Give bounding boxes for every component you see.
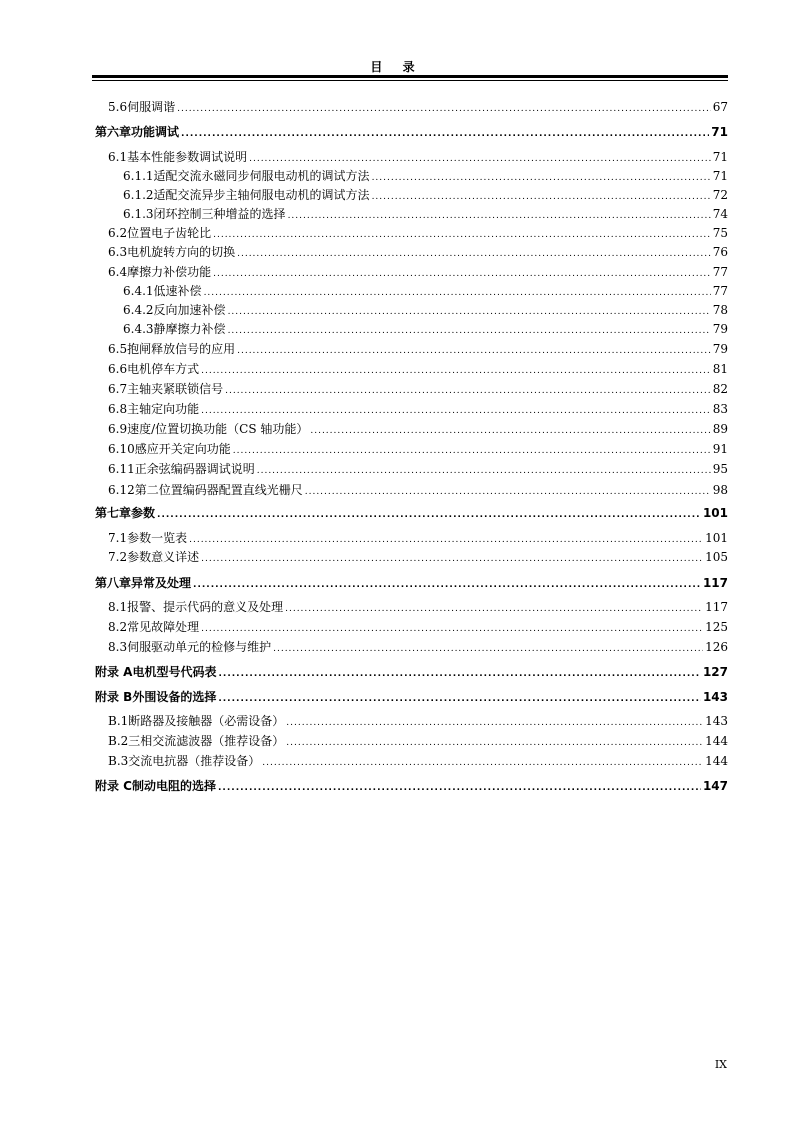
toc-entry-number: B.3 — [108, 754, 129, 768]
toc-entry-page: 81 — [712, 362, 728, 376]
toc-entry-number: 6.4 — [108, 265, 128, 279]
toc-dot-leader — [249, 148, 711, 168]
toc-dot-leader — [372, 167, 711, 187]
toc-entry-number: 6.6 — [108, 362, 128, 376]
toc-dot-leader — [305, 481, 711, 501]
toc-entry-title: 摩擦力补偿功能 — [127, 265, 212, 279]
toc-chapter-entry[interactable] — [95, 688, 728, 706]
toc-entry-number: 6.11 — [108, 462, 135, 476]
toc-entry-number: 6.1.1 — [123, 169, 154, 183]
toc-entry-title: 适配交流异步主轴伺服电动机的调试方法 — [153, 188, 370, 202]
toc-entry-number: 第七章 — [95, 506, 132, 520]
toc-entry-page: 82 — [712, 382, 728, 396]
toc-dot-leader — [225, 380, 711, 400]
toc-entry-title: 低速补偿 — [153, 284, 202, 298]
toc-dot-leader — [262, 752, 703, 772]
toc-entry[interactable] — [108, 263, 728, 281]
toc-dot-leader — [286, 712, 703, 732]
toc-entry-page: 71 — [711, 125, 728, 139]
toc-entry[interactable] — [108, 548, 728, 566]
toc-entry-number: 6.2 — [108, 226, 128, 240]
toc-entry-title: 速度/位置切换功能（CS 轴功能） — [127, 422, 309, 436]
toc-dot-leader — [237, 243, 711, 263]
toc-entry[interactable] — [108, 618, 728, 636]
toc-dot-leader — [257, 460, 711, 480]
toc-dot-leader — [310, 420, 710, 440]
toc-entry-page: 77 — [712, 265, 728, 279]
toc-entry-title: 感应开关定向功能 — [134, 442, 231, 456]
toc-entry-number: 附录 A — [95, 665, 133, 679]
toc-dot-leader — [228, 301, 711, 321]
toc-entry-number: 6.9 — [108, 422, 128, 436]
toc-entry-number: 6.7 — [108, 382, 128, 396]
toc-entry-title: 断路器及接触器（必需设备） — [128, 714, 285, 728]
toc-entry-title: 第二位置编码器配置直线光栅尺 — [134, 483, 303, 497]
toc-entry[interactable] — [108, 481, 728, 499]
toc-entry-number: 6.1.3 — [123, 207, 154, 221]
toc-entry-title: 伺服调谐 — [127, 100, 176, 114]
toc-entry[interactable] — [123, 301, 728, 319]
toc-entry-number: 6.4.3 — [123, 322, 154, 336]
toc-entry-number: 6.1.2 — [123, 188, 154, 202]
toc-entry-title: 制动电阻的选择 — [132, 779, 217, 793]
toc-entry-title: 抱闸释放信号的应用 — [127, 342, 236, 356]
toc-dot-leader — [218, 777, 701, 797]
toc-entry[interactable] — [108, 460, 728, 478]
toc-dot-leader — [237, 340, 711, 360]
toc-entry-number: 附录 B — [95, 690, 133, 704]
toc-entry[interactable] — [108, 638, 728, 656]
header-rule-thin — [92, 80, 728, 81]
toc-entry-page: 71 — [712, 169, 728, 183]
toc-entry[interactable] — [108, 243, 728, 261]
toc-entry-title: 闭环控制三种增益的选择 — [153, 207, 286, 221]
toc-entry[interactable] — [123, 167, 728, 185]
toc-entry-page: 101 — [705, 531, 728, 545]
toc-entry[interactable] — [108, 148, 728, 166]
toc-entry-page: 71 — [712, 150, 728, 164]
toc-entry-number: 6.5 — [108, 342, 128, 356]
toc-entry-page: 79 — [712, 322, 728, 336]
toc-dot-leader — [213, 224, 711, 244]
toc-entry-number: 6.4.2 — [123, 303, 154, 317]
toc-entry-number: 6.10 — [108, 442, 135, 456]
toc-dot-leader — [204, 282, 711, 302]
toc-dot-leader — [372, 186, 711, 206]
toc-entry-number: 8.2 — [108, 620, 128, 634]
toc-dot-leader — [201, 548, 703, 568]
toc-chapter-entry[interactable] — [95, 663, 728, 681]
toc-entry-page: 117 — [702, 576, 728, 590]
toc-entry[interactable] — [108, 712, 728, 730]
toc-entry[interactable] — [123, 320, 728, 338]
toc-entry-page: 95 — [712, 462, 728, 476]
toc-entry[interactable] — [108, 224, 728, 242]
toc-entry-title: 静摩擦力补偿 — [153, 322, 226, 336]
toc-entry-title: 参数一览表 — [127, 531, 188, 545]
toc-entry[interactable] — [108, 598, 728, 616]
toc-entry-title: 常见故障处理 — [127, 620, 200, 634]
toc-dot-leader — [228, 320, 711, 340]
toc-entry[interactable] — [108, 440, 728, 458]
toc-entry-number: 6.8 — [108, 402, 128, 416]
toc-dot-leader — [213, 263, 711, 283]
toc-entry-page: 78 — [712, 303, 728, 317]
toc-dot-leader — [288, 205, 711, 225]
toc-entry-page: 76 — [712, 245, 728, 259]
toc-entry-number: 附录 C — [95, 779, 132, 793]
toc-entry-page: 126 — [705, 640, 728, 654]
toc-entry[interactable] — [123, 186, 728, 204]
toc-entry-number: 8.3 — [108, 640, 128, 654]
toc-entry-title: 外围设备的选择 — [132, 690, 217, 704]
toc-entry-number: 7.1 — [108, 531, 128, 545]
toc-entry-page: 74 — [712, 207, 728, 221]
toc-entry-title: 交流电抗器（推荐设备） — [128, 754, 261, 768]
toc-entry-title: 功能调试 — [131, 125, 180, 139]
toc-entry-page: 98 — [712, 483, 728, 497]
toc-entry[interactable] — [108, 529, 728, 547]
toc-entry[interactable] — [108, 752, 728, 770]
toc-entry-title: 正余弦编码器调试说明 — [134, 462, 255, 476]
toc-dot-leader — [193, 574, 701, 594]
toc-entry[interactable] — [108, 98, 728, 116]
toc-entry-number: 第八章 — [95, 576, 132, 590]
toc-entry-title: 三相交流滤波器（推荐设备） — [128, 734, 285, 748]
toc-chapter-entry[interactable] — [95, 504, 728, 522]
toc-entry-number: 6.1 — [108, 150, 128, 164]
toc-entry-page: 143 — [705, 714, 728, 728]
toc-dot-leader — [273, 638, 703, 658]
toc-entry-number: B.1 — [108, 714, 129, 728]
toc-entry[interactable] — [108, 420, 728, 438]
toc-chapter-entry[interactable] — [95, 574, 728, 592]
toc-entry-page: 125 — [705, 620, 728, 634]
toc-chapter-entry[interactable] — [95, 123, 728, 141]
toc-dot-leader — [157, 504, 701, 524]
toc-entry-number: 6.4.1 — [123, 284, 154, 298]
toc-entry-page: 117 — [705, 600, 728, 614]
toc-entry-title: 伺服驱动单元的检修与维护 — [127, 640, 272, 654]
toc-dot-leader — [233, 440, 711, 460]
toc-entry-title: 适配交流永磁同步伺服电动机的调试方法 — [153, 169, 370, 183]
toc-entry-page: 144 — [705, 734, 728, 748]
page-header-title: 目 录 — [370, 60, 423, 74]
toc-entry[interactable] — [123, 205, 728, 223]
toc-dot-leader — [218, 688, 701, 708]
toc-entry-title: 电机旋转方向的切换 — [127, 245, 236, 259]
toc-entry-number: 7.2 — [108, 550, 128, 564]
toc-entry[interactable] — [108, 340, 728, 358]
toc-entry-page: 79 — [712, 342, 728, 356]
toc-entry-title: 基本性能参数调试说明 — [127, 150, 248, 164]
toc-entry-title: 主轴定向功能 — [127, 402, 200, 416]
toc-entry-title: 参数意义详述 — [127, 550, 200, 564]
toc-entry-title: 反向加速补偿 — [153, 303, 226, 317]
header-rule-thick — [92, 75, 728, 78]
toc-entry[interactable] — [108, 732, 728, 750]
toc-entry-title: 主轴夹紧联锁信号 — [127, 382, 224, 396]
toc-dot-leader — [189, 529, 703, 549]
toc-entry-page: 147 — [702, 779, 728, 793]
toc-entry-title: 电机停车方式 — [127, 362, 200, 376]
toc-entry-title: 参数 — [131, 506, 156, 520]
toc-entry-title: 位置电子齿轮比 — [127, 226, 212, 240]
toc-entry-page: 91 — [712, 442, 728, 456]
toc-entry-page: 83 — [712, 402, 728, 416]
toc-entry-page: 72 — [712, 188, 728, 202]
toc-entry-number: 第六章 — [95, 125, 132, 139]
toc-entry-page: 127 — [702, 665, 728, 679]
toc-dot-leader — [201, 360, 711, 380]
toc-entry-page: 143 — [702, 690, 728, 704]
toc-entry-title: 报警、提示代码的意义及处理 — [127, 600, 284, 614]
toc-entry-page: 101 — [702, 506, 728, 520]
toc-entry[interactable] — [108, 400, 728, 418]
toc-dot-leader — [177, 98, 711, 118]
toc-entry-number: 6.12 — [108, 483, 135, 497]
toc-entry[interactable] — [123, 282, 728, 300]
toc-entry-title: 异常及处理 — [131, 576, 192, 590]
toc-entry-page: 105 — [705, 550, 728, 564]
toc-entry[interactable] — [108, 380, 728, 398]
toc-entry-page: 144 — [705, 754, 728, 768]
toc-entry-page: 75 — [712, 226, 728, 240]
toc-entry-title: 电机型号代码表 — [132, 665, 217, 679]
toc-entry-number: 5.6 — [108, 100, 128, 114]
toc-dot-leader — [181, 123, 709, 143]
toc-dot-leader — [201, 400, 711, 420]
toc-dot-leader — [286, 732, 703, 752]
toc-dot-leader — [201, 618, 703, 638]
toc-dot-leader — [218, 663, 700, 683]
toc-entry-number: 6.3 — [108, 245, 128, 259]
toc-entry-page: 89 — [712, 422, 728, 436]
toc-entry-page: 77 — [712, 284, 728, 298]
toc-entry-number: B.2 — [108, 734, 129, 748]
page-number: IX — [714, 1058, 727, 1071]
toc-entry-page: 67 — [712, 100, 728, 114]
toc-chapter-entry[interactable] — [95, 777, 728, 795]
toc-dot-leader — [285, 598, 703, 618]
toc-entry-number: 8.1 — [108, 600, 128, 614]
toc-entry[interactable] — [108, 360, 728, 378]
